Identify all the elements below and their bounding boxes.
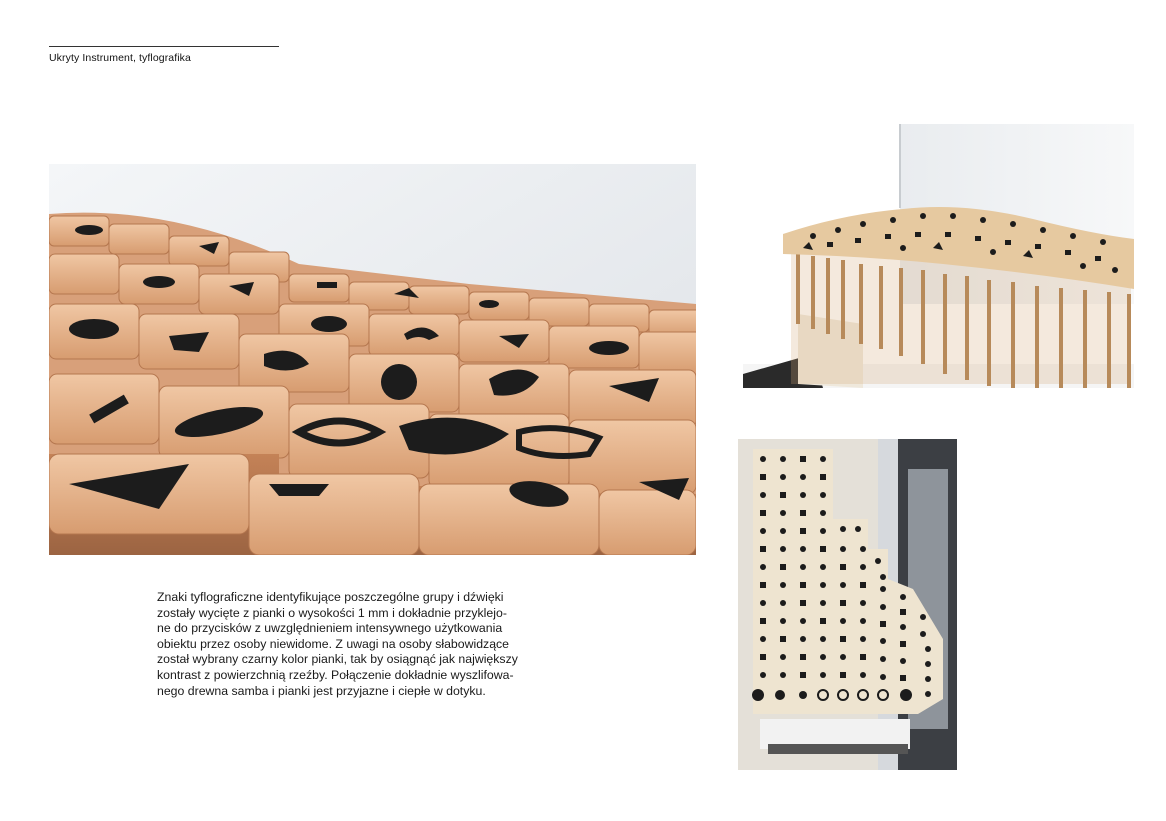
blocks-closeup-photo bbox=[49, 164, 696, 555]
description-line: kontrast z powierzchnią rzeźby. Połączenie dokładnie wyszlifowa- bbox=[157, 667, 514, 682]
wooden-sculpture-top-view-image bbox=[738, 439, 957, 770]
description-paragraph bbox=[157, 590, 577, 699]
description-line: został wybrany czarny kolor pianki, tak by osiągnąć jak największy bbox=[157, 652, 518, 667]
sculpture-top-photo bbox=[738, 439, 957, 770]
description-line: Znaki tyflograficzne identyfikujące poszczególne grupy i dźwięki bbox=[157, 590, 504, 604]
description-line: obiektu przez osoby niewidome. Z uwagi na osoby słabowidzące bbox=[157, 636, 510, 651]
page-title: Ukryty Instrument, tyflografika bbox=[49, 52, 191, 64]
description-line: zostały wycięte z pianki o wysokości 1 mm i dokładnie przyklejo- bbox=[157, 605, 507, 620]
wooden-tactile-blocks-closeup-image bbox=[49, 164, 696, 555]
description-line: ne do przycisków z uwzględnieniem intensywnego użytkowania bbox=[157, 621, 503, 636]
wooden-sculpture-side-view-image bbox=[743, 124, 1134, 388]
description-line: nego drewna samba i pianki jest przyjazne i ciepłe w dotyku. bbox=[157, 683, 486, 698]
sculpture-side-photo bbox=[743, 124, 1134, 388]
header-divider bbox=[49, 46, 279, 47]
